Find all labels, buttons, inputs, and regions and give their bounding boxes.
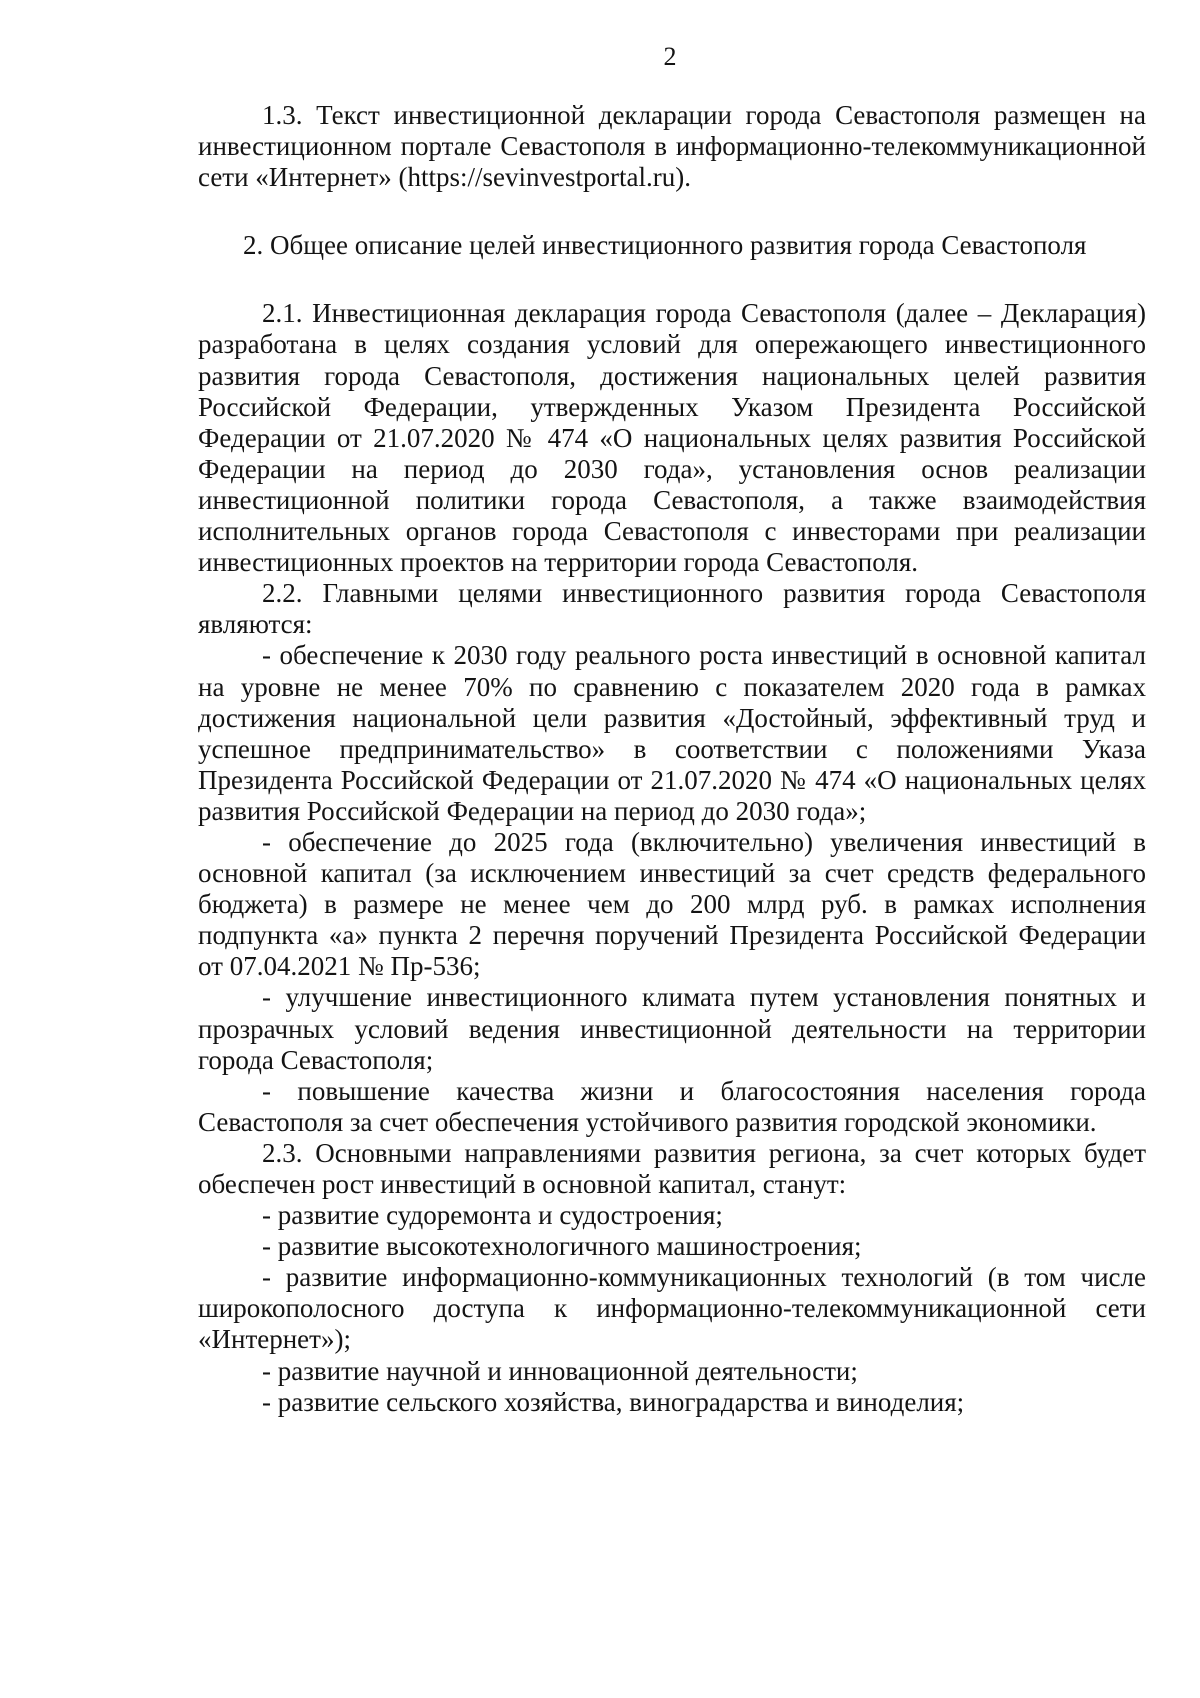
- list-item-direction-2: - развитие высокотехнологичного машиностроения;: [262, 1231, 862, 1262]
- list-item-goal-2: - обеспечение до 2025 года (включительно) увеличения инвестиций в основной капитал (за исключением инвестиций за счет средств федерального бюджета) в размере не менее чем до 200 млрд руб. в рамках исполнения подпункта «а» пункта 2 перечня поручений Президента Российской Федерации от 07.04.2021 № Пр-536;: [198, 826, 1146, 982]
- paragraph-2-2: 2.2. Главными целями инвестиционного развития города Севастополя являются:: [198, 578, 1146, 640]
- page-number: 2: [663, 42, 677, 71]
- paragraph-2-1: 2.1. Инвестиционная декларация города Севастополя (далее – Декларация) разработана в целях создания условий для опережающего инвестиционного развития города Севастополя, достижения национальных целей развития Российской Федерации, утвержденных Указом Президента Российской Федерации от 21.07.2020 № 474 «О национальных целях развития Российской Федерации на период до 2030 года», установления основ реализации инвестиционной политики города Севастополя, а также взаимодействия исполнительных органов города Севастополя с инвесторами при реализации инвестиционных проектов на территории города Севастополя.: [198, 298, 1146, 578]
- list-item-goal-3: - улучшение инвестиционного климата путем установления понятных и прозрачных условий ведения инвестиционной деятельности на территории города Севастополя;: [198, 982, 1146, 1075]
- list-item-goal-4: - повышение качества жизни и благосостояния населения города Севастополя за счет обеспечения устойчивого развития городской экономики.: [198, 1075, 1146, 1137]
- list-item-direction-5: - развитие сельского хозяйства, виноградарства и виноделия;: [262, 1386, 965, 1417]
- paragraph-1-3: 1.3. Текст инвестиционной декларации города Севастополя размещен на инвестиционном портале Севастополя в информационно-телекоммуникационной сети «Интернет» (https://sevinvestportal.ru).: [198, 100, 1146, 193]
- list-item-goal-1: - обеспечение к 2030 году реального роста инвестиций в основной капитал на уровне не менее 70% по сравнению с показателем 2020 года в рамках достижения национальной цели развития «Достойный, эффективный труд и успешное предпринимательство» в соответствии с положениями Указа Президента Российской Федерации от 21.07.2020 № 474 «О национальных целях развития Российской Федерации на период до 2030 года»;: [198, 640, 1146, 826]
- list-item-direction-4: - развитие научной и инновационной деятельности;: [262, 1355, 858, 1386]
- list-item-direction-3: - развитие информационно-коммуникационных технологий (в том числе широкополосного доступа к информационно-телекоммуникационной сети «Интернет»);: [198, 1262, 1146, 1355]
- list-item-direction-1: - развитие судоремонта и судостроения;: [262, 1200, 723, 1231]
- section-heading-2: 2. Общее описание целей инвестиционного развития города Севастополя: [243, 230, 1087, 261]
- document-body: [198, 100, 1146, 1418]
- paragraph-2-3: 2.3. Основными направлениями развития региона, за счет которых будет обеспечен рост инвестиций в основной капитал, станут:: [198, 1137, 1146, 1199]
